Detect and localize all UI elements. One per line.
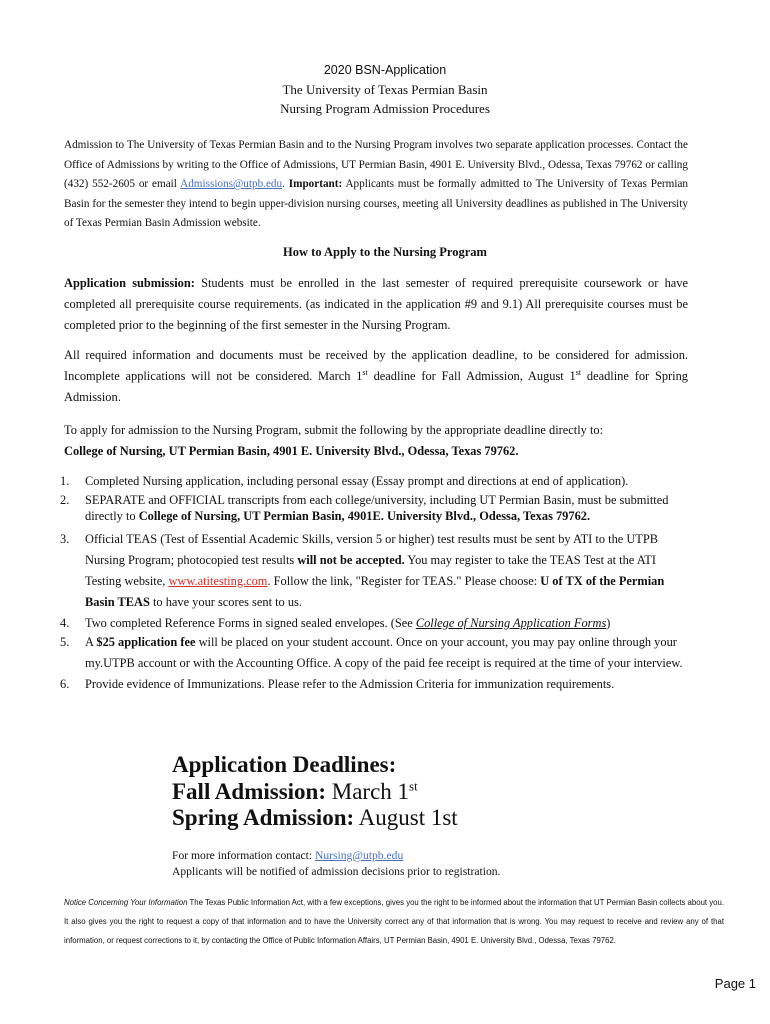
list-number: 5.: [60, 635, 70, 649]
university-title: The University of Texas Permian Basin: [282, 82, 488, 97]
list-number: 2.: [60, 493, 70, 507]
list-number: 4.: [60, 616, 70, 630]
deadline-text-a: All required information and documents must be received by the application deadline, to be considered for admission. Incomplete applications will not be considered. March 1: [64, 348, 688, 383]
list-item-text: You may register to take the TEAS Test at the ATI Testing website,: [85, 553, 656, 588]
list-item: [60, 615, 690, 632]
list-item-text: Two completed Reference Forms in signed sealed envelopes. (See: [85, 616, 416, 630]
list-item-text: A: [85, 635, 97, 649]
spring-deadline: [172, 805, 672, 832]
intro-text-c: Applicants must be formally admitted to The University of Texas Permian Basin for the semester they intend to begin upper-division nursing courses, meeting all University deadlines as published in The University of Texas Permian Basin Admission website.: [64, 178, 689, 230]
application-submission-label: Application submission:: [64, 276, 195, 290]
notice-title: Notice Concerning Your Information: [64, 898, 188, 907]
fall-value: March 1: [326, 778, 410, 804]
list-item-text: Provide evidence of Immunizations. Please refer to the Admission Criteria for immunization requirements.: [85, 677, 615, 691]
deadlines-heading: Application Deadlines:: [172, 752, 397, 777]
list-item: [60, 492, 690, 524]
notice-text: The Texas Public Information Act, with a few exceptions, gives you the right to be informed about the information that UT Permian Basin collects about you. It also gives you the right to request a copy of that information and to have the University correct any of that information that is wrong. You may request to receive and review any of that information, or request corrections to it, by contacting the Office of Public Information Affairs, UT Permian Basin, 4901 E. University Blvd., Odessa, Texas 79762.: [64, 898, 724, 945]
list-number: 6.: [60, 677, 70, 691]
admissions-email-link[interactable]: Admissions@utpb.edu: [180, 178, 283, 191]
list-item: [60, 471, 690, 492]
fall-label: Fall Admission:: [172, 778, 327, 804]
list-item-bold: $25 application fee: [96, 635, 196, 649]
application-submission-paragraph: [64, 273, 688, 336]
deadline-paragraph: [64, 345, 688, 408]
intro-paragraph: [64, 136, 688, 234]
list-item-text: to have your scores sent to us.: [149, 595, 302, 609]
fall-sup: st: [409, 777, 418, 793]
deadline-sup-1: st: [362, 367, 368, 377]
intro-text-b: .: [282, 178, 289, 191]
list-number: 3.: [60, 532, 70, 546]
list-item-bold: will not be accepted.: [297, 553, 405, 567]
spring-value: August 1st: [354, 805, 458, 830]
section-title: How to Apply to the Nursing Program: [283, 245, 487, 259]
privacy-notice: [64, 893, 724, 950]
list-item-text: ): [606, 616, 611, 630]
list-item-text: SEPARATE and OFFICIAL transcripts from each college/university, including UT Permian Basin, must be submitted directly to: [85, 493, 669, 523]
list-item: [60, 632, 690, 674]
list-item-text: will be placed on your student account. Once on your account, you may pay online through your my.UTPB account or with the Accounting Office. A copy of the paid fee receipt is required at the time of your interview.: [85, 635, 683, 670]
list-item-bold: College of Nursing, UT Permian Basin, 4901E. University Blvd., Odessa, Texas 79762.: [138, 509, 591, 523]
list-item-text: . Follow the link, "Register for TEAS." Please choose:: [267, 574, 541, 588]
atitesting-link[interactable]: www.atitesting.com: [168, 574, 268, 588]
submit-instructions-paragraph: [64, 420, 688, 462]
nursing-email-link[interactable]: Nursing@utpb.edu: [314, 849, 404, 862]
list-number: 1.: [60, 474, 70, 488]
application-submission-text: Students must be enrolled in the last semester of required prerequisite coursework or have completed all prerequisite course requirements. (as indicated in the application #9 and 9.1) All prerequisite courses must be completed prior to the beginning of the first semester in the Nursing Program.: [64, 276, 688, 332]
application-forms-link[interactable]: College of Nursing Application Forms: [415, 616, 607, 630]
contact-info: [172, 848, 692, 880]
submit-instructions-text: To apply for admission to the Nursing Program, submit the following by the appropriate deadline directly to:: [64, 423, 604, 437]
procedures-title: Nursing Program Admission Procedures: [280, 101, 490, 116]
contact-label: For more information contact:: [172, 849, 315, 862]
list-item-text: Completed Nursing application, including personal essay (Essay prompt and directions at end of application).: [85, 474, 629, 488]
decision-note: Applicants will be notified of admission decisions prior to registration.: [172, 865, 501, 878]
application-deadlines: [172, 752, 672, 832]
deadline-text-c: deadline for Spring Admission.: [64, 369, 688, 404]
list-item: [60, 529, 690, 613]
college-address: College of Nursing, UT Permian Basin, 4901 E. University Blvd., Odessa, Texas 79762.: [64, 444, 519, 458]
deadline-text-b: deadline for Fall Admission, August 1: [367, 369, 576, 383]
list-item-text: Official TEAS (Test of Essential Academic Skills, version 5 or higher) test results must be sent by ATI to the UTPB Nursing Program; photocopied test results: [85, 532, 659, 567]
intro-text-a: Admission to The University of Texas Permian Basin and to the Nursing Program involves two separate application processes. Contact the Office of Admissions by writing to the Office of Admissions, UT Permian Basin, 4901 E. University Blvd., Odessa, Texas 79762 or calling (432) 552-2605 or email: [64, 139, 688, 191]
page-number: Page 1: [714, 976, 756, 991]
deadline-sup-2: st: [575, 367, 582, 377]
important-label: Important:: [288, 178, 343, 191]
list-item: [60, 674, 690, 695]
spring-label: Spring Admission:: [172, 805, 355, 830]
application-year-title: 2020 BSN-Application: [323, 63, 447, 77]
fall-deadline: [172, 779, 672, 806]
list-item-bold: U of TX of the Permian Basin TEAS: [85, 574, 665, 609]
requirements-list: [60, 471, 690, 695]
